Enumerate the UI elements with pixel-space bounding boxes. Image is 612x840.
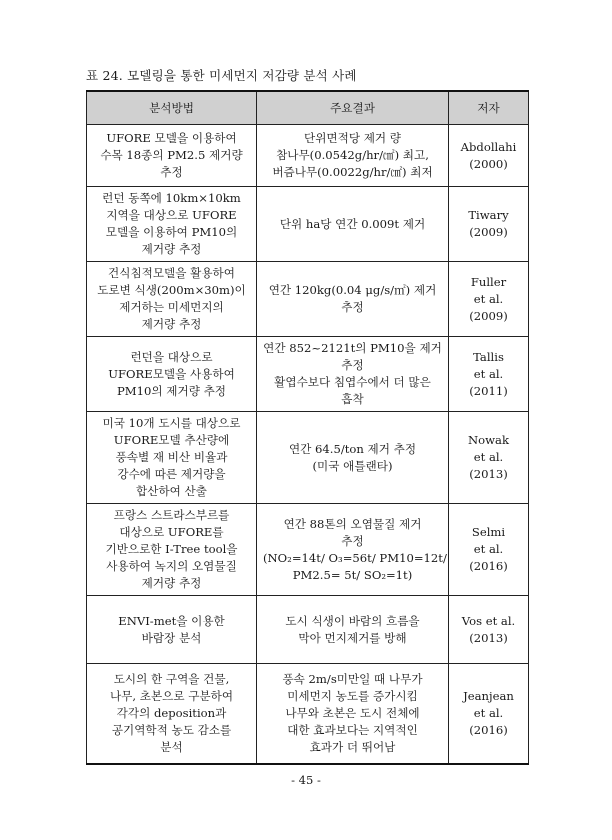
- cell-line: 흡착: [341, 392, 364, 406]
- cell-author: [449, 412, 529, 504]
- cell-line: et al.: [473, 366, 504, 381]
- cell-line: (미국 애틀랜타): [312, 458, 393, 473]
- cell-line: et al.: [473, 542, 504, 556]
- table-row: [87, 187, 529, 262]
- cell-line: 합산하여 산출: [136, 484, 207, 498]
- cell-line: Abdollahi: [460, 139, 517, 154]
- cell-method: [87, 125, 257, 187]
- table-header-row: [87, 91, 529, 125]
- cell-result: [257, 504, 449, 596]
- cell-line: (2009): [469, 225, 508, 239]
- cell-line: 제거량 추정: [141, 242, 202, 256]
- cell-line: 분석: [160, 739, 183, 754]
- cell-line: 활엽수보다 침엽수에서 더 많은: [274, 375, 431, 389]
- cell-line: 연간 120kg(0.04 μg/s/㎡) 제거: [268, 283, 437, 297]
- cell-result: [257, 187, 449, 262]
- cell-line: 제거량 추정: [141, 317, 202, 331]
- cell-author: [449, 262, 529, 337]
- cell-line: UFORE 모델을 이용하여: [106, 131, 237, 145]
- cell-result: [257, 664, 449, 764]
- cell-line: 연간 852~2121t의 PM10을 제거: [263, 341, 442, 355]
- cell-method: [87, 187, 257, 262]
- cell-line: 미국 10개 도시를 대상으로: [102, 416, 241, 430]
- cell-line: 도시 식생이 바람의 흐름을: [285, 613, 420, 628]
- cell-line: (2000): [469, 156, 508, 171]
- cell-line: UFORE모델을 사용하여: [108, 366, 235, 381]
- cell-line: 바람장 분석: [141, 630, 202, 645]
- modeling-reduction-table: [86, 90, 529, 765]
- cell-method: [87, 412, 257, 504]
- cell-line: 추정: [341, 358, 364, 372]
- cell-line: 버즘나무(0.0022g/hr/㎠) 최저: [272, 165, 433, 179]
- table-row: [87, 504, 529, 596]
- cell-author: [449, 664, 529, 764]
- table-row: [87, 337, 529, 412]
- cell-result: [257, 412, 449, 504]
- cell-line: 수목 18종의 PM2.5 제거량: [100, 148, 243, 162]
- cell-author: [449, 596, 529, 664]
- cell-line: Nowak: [468, 433, 509, 447]
- cell-line: 풍속별 재 비산 비율과: [115, 450, 228, 464]
- cell-line: Fuller: [470, 274, 507, 289]
- cell-line: 사용하여 녹지의 오염물질: [106, 559, 237, 573]
- header-method: 분석방법: [87, 91, 257, 125]
- cell-line: 단위 ha당 연간 0.009t 제거: [279, 216, 426, 231]
- cell-method: [87, 337, 257, 412]
- cell-method: [87, 262, 257, 337]
- cell-line: Selmi: [471, 525, 506, 539]
- cell-author: [449, 337, 529, 412]
- cell-line: Vos et al.: [461, 613, 516, 628]
- cell-line: 풍속 2m/s미만일 때 나무가: [282, 671, 423, 686]
- cell-line: 프랑스 스트라스부르를: [113, 508, 230, 522]
- cell-line: 연간 88톤의 오염물질 제거: [283, 516, 422, 531]
- cell-line: 대상으로 UFORE를: [119, 525, 224, 539]
- cell-line: 막아 먼지제거를 방해: [298, 630, 407, 645]
- cell-author: [449, 504, 529, 596]
- cell-method: [87, 596, 257, 664]
- cell-method: [87, 504, 257, 596]
- cell-line: (2011): [469, 383, 508, 398]
- cell-line: 연간 64.5/ton 제거 추정: [288, 441, 417, 456]
- cell-result: [257, 337, 449, 412]
- cell-line: 제거하는 미세먼지의: [119, 300, 224, 314]
- header-author: 저자: [449, 91, 529, 125]
- cell-line: (2016): [469, 559, 508, 573]
- cell-line: (2013): [469, 467, 508, 481]
- cell-line: 모델을 이용하여 PM10의: [105, 225, 238, 239]
- cell-line: 제거량 추정: [141, 576, 202, 590]
- cell-line: 추정: [341, 533, 364, 548]
- cell-result: [257, 262, 449, 337]
- cell-line: PM10의 제거량 추정: [117, 383, 226, 398]
- header-result: 주요결과: [257, 91, 449, 125]
- cell-author: [449, 125, 529, 187]
- cell-line: PM2.5= 5t/ SO₂=1t): [292, 567, 413, 582]
- table-caption: 표 24. 모델링을 통한 미세먼지 저감량 분석 사례: [86, 68, 357, 83]
- cell-author: [449, 187, 529, 262]
- cell-line: 지역을 대상으로 UFORE: [106, 208, 237, 222]
- cell-line: UFORE모델 추산량에: [113, 433, 230, 447]
- cell-line: 공기역학적 농도 감소를: [111, 722, 232, 737]
- cell-line: (2009): [469, 308, 508, 323]
- cell-line: 도시의 한 구역을 건물,: [113, 671, 230, 686]
- cell-line: Tallis: [473, 349, 504, 364]
- cell-method: [87, 664, 257, 764]
- cell-line: (2016): [469, 722, 508, 737]
- cell-line: 건식침적모델을 활용하여: [108, 266, 235, 280]
- table-row: [87, 596, 529, 664]
- cell-line: 추정: [341, 300, 364, 314]
- cell-line: 강수에 따른 제거량을: [117, 467, 226, 481]
- cell-line: 나무와 초본은 도시 전체에: [285, 705, 420, 720]
- cell-line: 참나무(0.0542g/hr/㎠) 최고,: [276, 148, 429, 162]
- cell-line: 기반으로한 I-Tree tool을: [105, 542, 238, 556]
- cell-line: 런던 동쪽에 10km×10km: [102, 191, 241, 205]
- table-row: [87, 125, 529, 187]
- cell-line: Tiwary: [468, 208, 509, 222]
- table-row: [87, 262, 529, 337]
- cell-line: 미세먼지 농도를 증가시킴: [287, 688, 418, 703]
- cell-line: Jeanjean: [463, 688, 514, 703]
- cell-line: et al.: [473, 291, 504, 306]
- cell-line: 각각의 deposition과: [116, 705, 227, 720]
- cell-line: (NO₂=14t/ O₃=56t/ PM10=12t/: [263, 550, 447, 565]
- cell-line: et al.: [473, 450, 504, 464]
- cell-line: 런던을 대상으로: [130, 349, 213, 364]
- cell-line: 나무, 초본으로 구분하여: [109, 688, 234, 703]
- table-row: [87, 664, 529, 764]
- cell-line: 효과가 더 뛰어남: [309, 739, 396, 754]
- cell-line: 단위면적당 제거 량: [304, 131, 401, 145]
- cell-line: 추정: [160, 165, 183, 179]
- cell-result: [257, 596, 449, 664]
- page-number: - 45 -: [291, 773, 321, 787]
- cell-result: [257, 125, 449, 187]
- table-row: [87, 412, 529, 504]
- cell-line: ENVI-met을 이용한: [118, 613, 225, 628]
- cell-line: 도로변 식생(200m×30m)이: [97, 283, 246, 297]
- cell-line: (2013): [469, 630, 508, 645]
- cell-line: 대한 효과보다는 지역적인: [287, 722, 418, 737]
- cell-line: et al.: [473, 705, 504, 720]
